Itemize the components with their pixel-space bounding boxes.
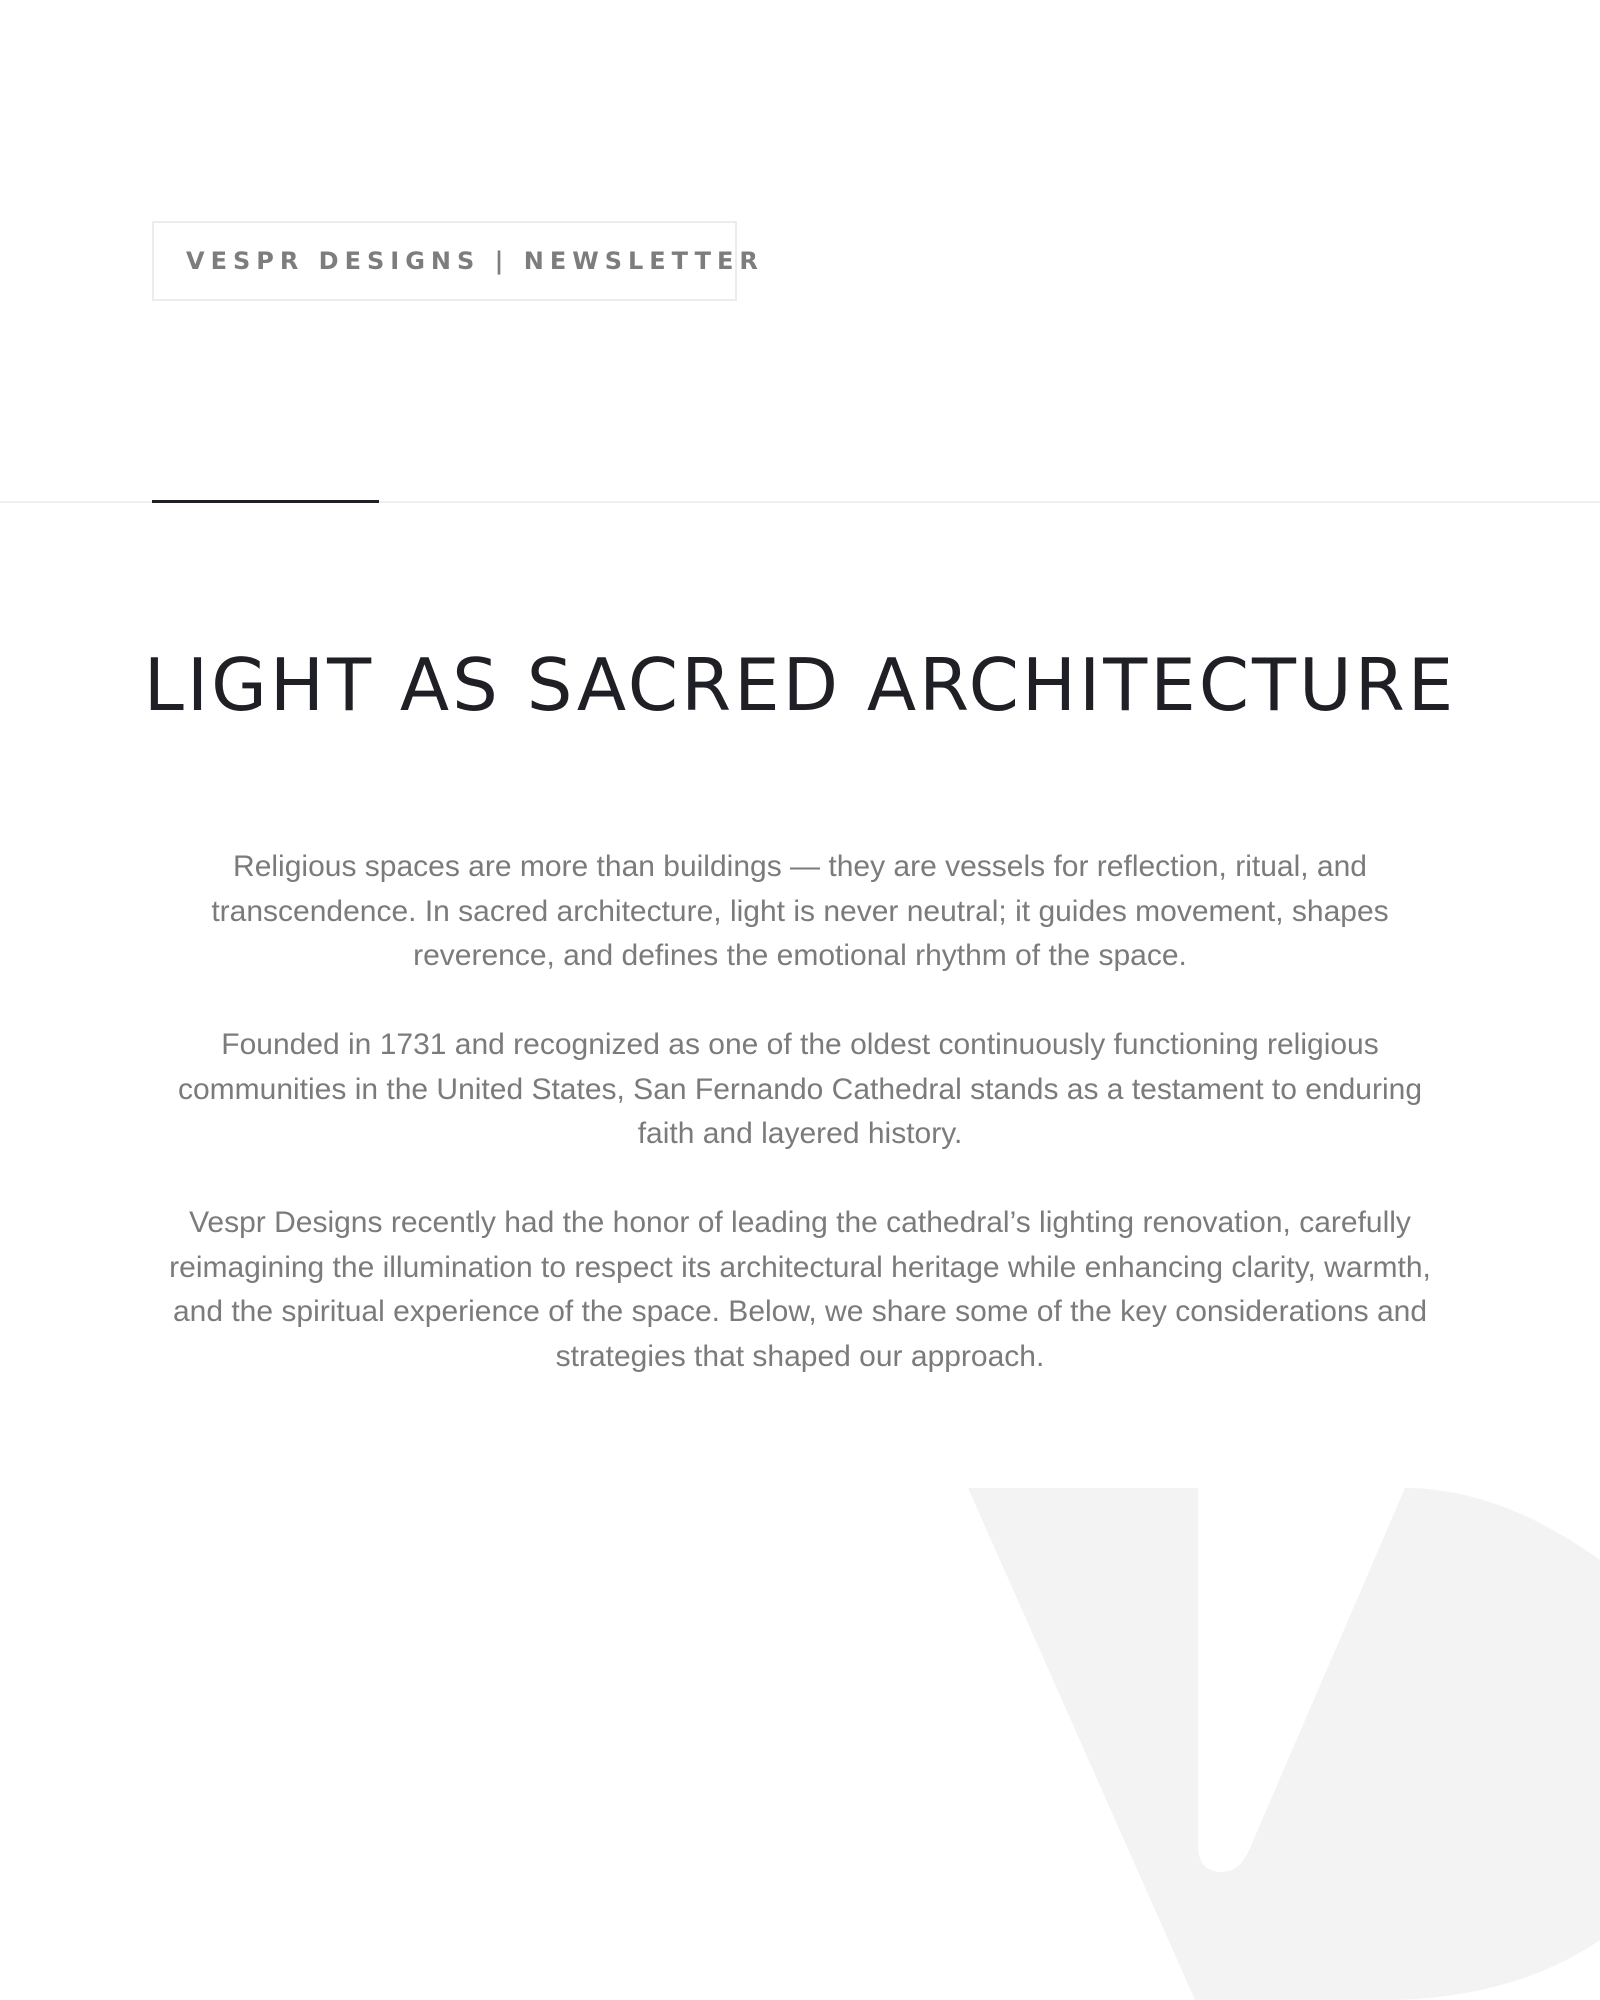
intro-paragraph: Religious spaces are more than buildings — they are vessels for reflection, ritual, and transcendence. In sacred architecture, light is never neutral; it guides movement, shapes reverence, and defines the emotional rhythm of the space. — [211, 850, 1389, 972]
watermark-v-stroke — [968, 1488, 1600, 2000]
newsletter-brand-box — [152, 221, 764, 301]
article-body — [150, 845, 1450, 1379]
article-title: LIGHT AS SACRED ARCHITECTURE — [143, 643, 1457, 727]
brand-label: VESPR DESIGNS | NEWSLETTER — [186, 247, 764, 275]
project-paragraph: Vespr Designs recently had the honor of leading the cathedral’s lighting renovation, carefully reimagining the illumination to respect its architectural heritage while enhancing clarity, warmth, and the spiritual experience of the space. Below, we share some of the key considerations and strategies that shaped our approach. — [169, 1206, 1431, 1373]
history-paragraph: Founded in 1731 and recognized as one of the oldest continuously functioning religious communities in the United States, San Fernando Cathedral stands as a testament to enduring faith and layered history. — [177, 1028, 1423, 1150]
divider-accent-bar — [152, 500, 379, 503]
